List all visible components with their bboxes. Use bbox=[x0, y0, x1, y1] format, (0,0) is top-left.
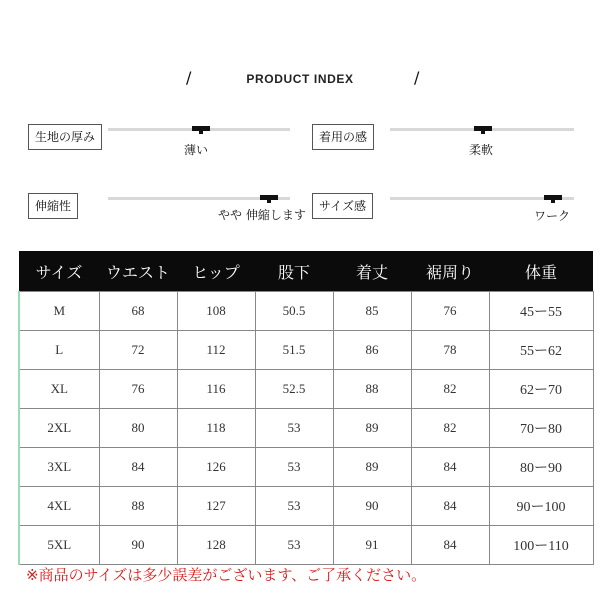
column-header: 股下 bbox=[255, 251, 333, 292]
table-cell: 80ー90 bbox=[489, 448, 593, 487]
table-cell: 53 bbox=[255, 409, 333, 448]
attr-marker bbox=[544, 195, 562, 200]
table-cell: 85 bbox=[333, 292, 411, 331]
table-cell: 51.5 bbox=[255, 331, 333, 370]
column-header: ヒップ bbox=[177, 251, 255, 292]
header-slash-right: / bbox=[414, 68, 420, 87]
table-cell: 118 bbox=[177, 409, 255, 448]
table-cell: 5XL bbox=[19, 526, 99, 565]
column-header: ウエスト bbox=[99, 251, 177, 292]
table-cell: 76 bbox=[411, 292, 489, 331]
table-cell: 112 bbox=[177, 331, 255, 370]
attr-marker bbox=[192, 126, 210, 131]
table-cell: 89 bbox=[333, 448, 411, 487]
attr-value: 薄い bbox=[184, 143, 209, 157]
table-cell: 84 bbox=[411, 487, 489, 526]
table-cell: 72 bbox=[99, 331, 177, 370]
table-cell: 82 bbox=[411, 370, 489, 409]
table-cell: 84 bbox=[411, 526, 489, 565]
table-cell: 84 bbox=[411, 448, 489, 487]
table-cell: 2XL bbox=[19, 409, 99, 448]
table-cell: 127 bbox=[177, 487, 255, 526]
table-cell: 100ー110 bbox=[489, 526, 593, 565]
table-cell: 70ー80 bbox=[489, 409, 593, 448]
table-row bbox=[19, 292, 593, 331]
column-header: 着丈 bbox=[333, 251, 411, 292]
table-cell: 4XL bbox=[19, 487, 99, 526]
size-disclaimer-note: ※商品のサイズは多少誤差がございます、ご了承ください。 bbox=[26, 566, 427, 584]
size-chart-table bbox=[18, 251, 594, 565]
table-cell: 116 bbox=[177, 370, 255, 409]
table-cell: 128 bbox=[177, 526, 255, 565]
table-cell: M bbox=[19, 292, 99, 331]
attr-fabric-thickness bbox=[28, 124, 298, 164]
table-cell: 90 bbox=[99, 526, 177, 565]
table-row bbox=[19, 487, 593, 526]
attr-label: 生地の厚み bbox=[28, 124, 102, 150]
table-cell: 80 bbox=[99, 409, 177, 448]
table-cell: 90ー100 bbox=[489, 487, 593, 526]
product-index-header bbox=[0, 68, 600, 92]
table-cell: 84 bbox=[99, 448, 177, 487]
table-cell: 89 bbox=[333, 409, 411, 448]
table-cell: 3XL bbox=[19, 448, 99, 487]
table-row bbox=[19, 370, 593, 409]
attr-value: 柔軟 bbox=[469, 143, 494, 157]
attr-wearing-feel bbox=[312, 124, 582, 164]
attr-label: サイズ感 bbox=[312, 193, 373, 219]
table-row bbox=[19, 448, 593, 487]
table-cell: 88 bbox=[333, 370, 411, 409]
table-cell: 55ー62 bbox=[489, 331, 593, 370]
column-header: 体重 bbox=[489, 251, 593, 292]
header-slash-left: / bbox=[186, 68, 192, 87]
table-row bbox=[19, 331, 593, 370]
table-row bbox=[19, 409, 593, 448]
table-cell: 82 bbox=[411, 409, 489, 448]
table-cell: 68 bbox=[99, 292, 177, 331]
attr-marker bbox=[260, 195, 278, 200]
table-cell: 88 bbox=[99, 487, 177, 526]
column-header: 裾周り bbox=[411, 251, 489, 292]
attr-stretch bbox=[28, 193, 318, 233]
table-cell: 53 bbox=[255, 448, 333, 487]
attr-marker bbox=[474, 126, 492, 131]
table-cell: 76 bbox=[99, 370, 177, 409]
table-cell: 62ー70 bbox=[489, 370, 593, 409]
attr-value: やや 伸縮します bbox=[218, 208, 306, 222]
attr-label: 伸縮性 bbox=[28, 193, 78, 219]
table-header-row bbox=[19, 251, 593, 292]
table-row bbox=[19, 526, 593, 565]
table-cell: 78 bbox=[411, 331, 489, 370]
table-cell: 91 bbox=[333, 526, 411, 565]
table-cell: L bbox=[19, 331, 99, 370]
table-cell: 90 bbox=[333, 487, 411, 526]
table-cell: 45ー55 bbox=[489, 292, 593, 331]
table-cell: 53 bbox=[255, 487, 333, 526]
attr-label: 着用の感 bbox=[312, 124, 374, 150]
table-cell: 126 bbox=[177, 448, 255, 487]
page-title: PRODUCT INDEX bbox=[246, 72, 354, 86]
attr-value: ワーク bbox=[534, 209, 571, 223]
table-cell: 52.5 bbox=[255, 370, 333, 409]
table-cell: 50.5 bbox=[255, 292, 333, 331]
table-cell: 108 bbox=[177, 292, 255, 331]
column-header: サイズ bbox=[19, 251, 99, 292]
table-cell: 86 bbox=[333, 331, 411, 370]
table-cell: 53 bbox=[255, 526, 333, 565]
attr-size-feel bbox=[312, 193, 582, 233]
table-cell: XL bbox=[19, 370, 99, 409]
